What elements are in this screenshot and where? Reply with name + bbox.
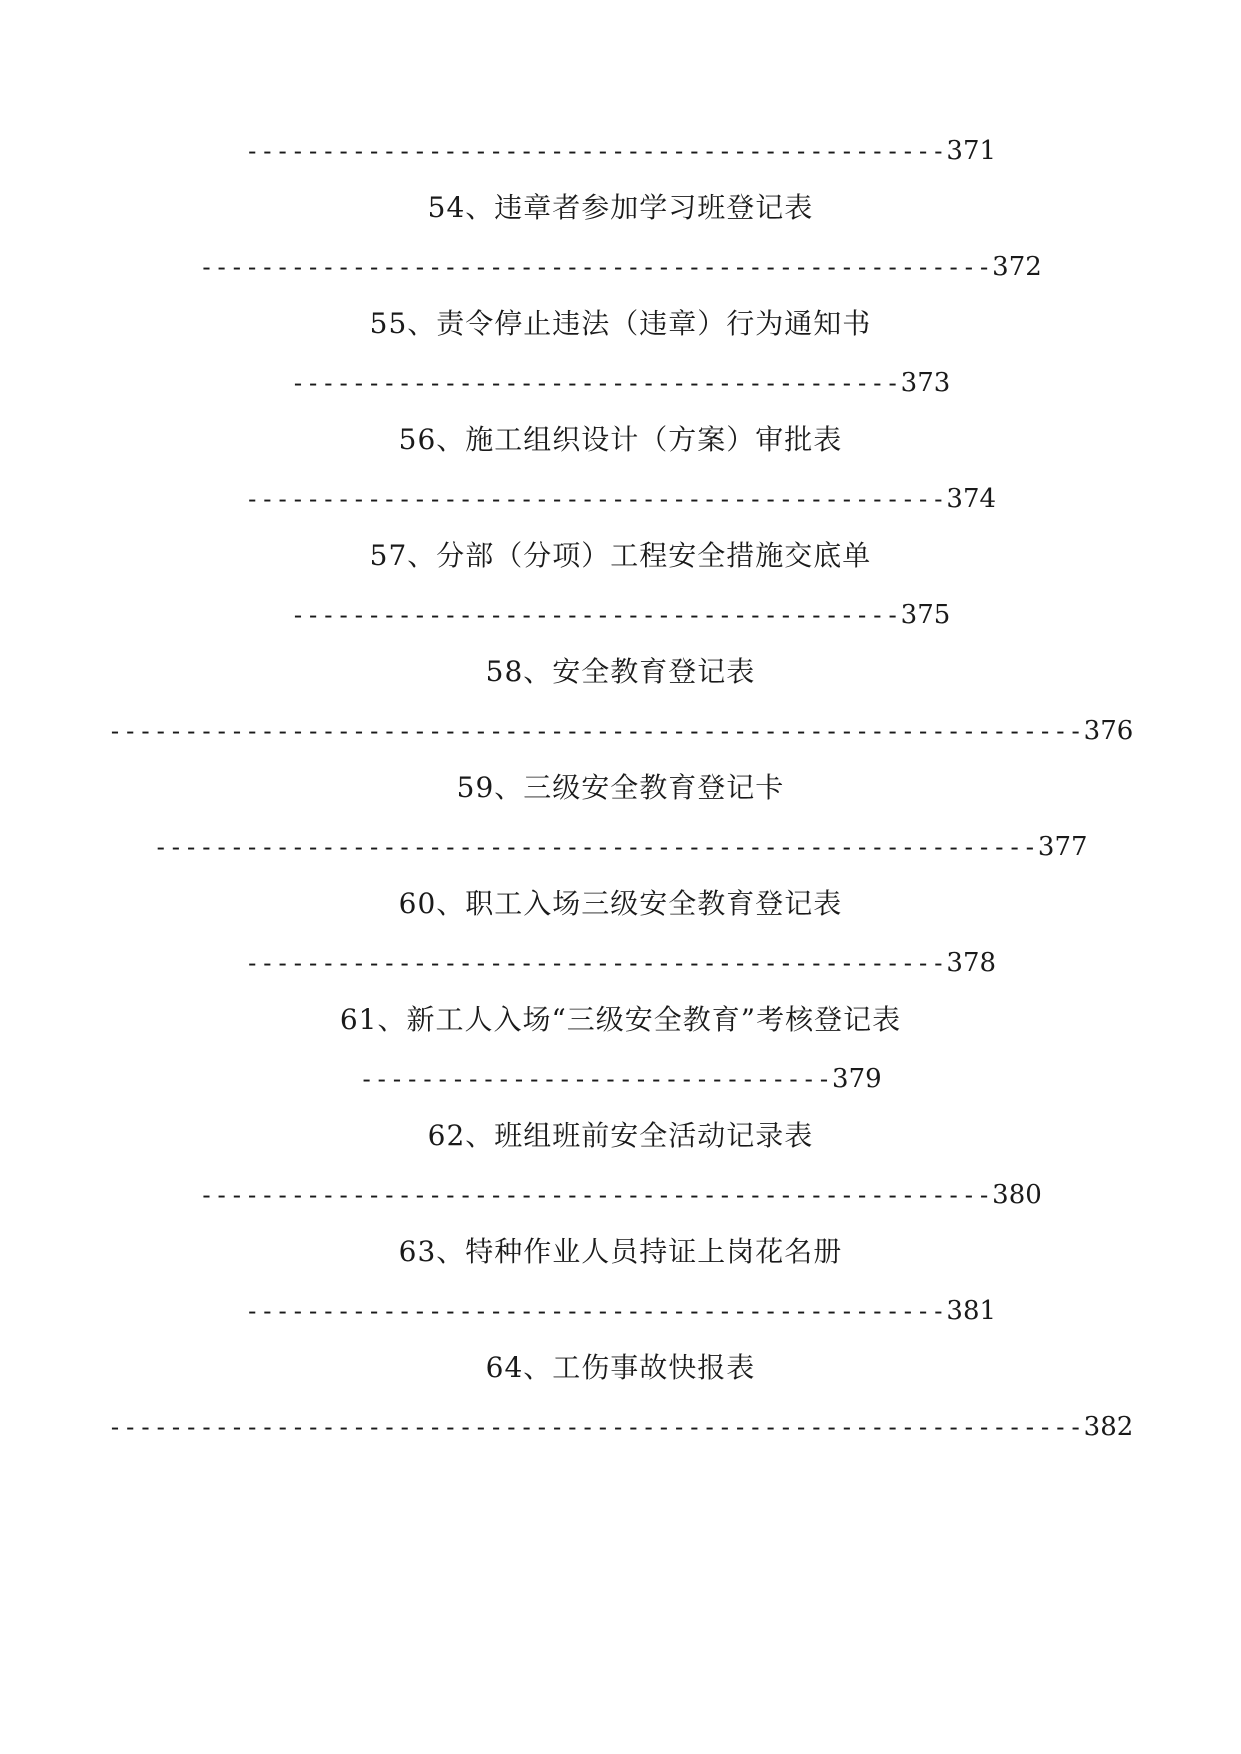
toc-leader-line — [0, 1291, 1241, 1331]
page-number: 375 — [900, 600, 951, 630]
toc-leader-line — [0, 595, 1241, 635]
page-number: 382 — [1083, 1412, 1134, 1442]
toc-leader-line — [0, 479, 1241, 519]
toc-entry-title: 63、特种作业人员持证上岗花名册 — [398, 1235, 843, 1268]
page-number: 371 — [946, 136, 997, 166]
dot-leader: ---------------------------------------------- — [244, 1297, 947, 1325]
toc-entry-title: 61、新工人入场“三级安全教育”考核登记表 — [339, 1003, 902, 1036]
toc-entry-title: 59、三级安全教育登记卡 — [456, 771, 785, 804]
dot-leader: ---------------------------------------- — [290, 601, 901, 629]
toc-leader-line — [0, 363, 1241, 403]
toc-leader-line — [0, 1059, 1241, 1099]
toc-leader-line — [0, 1407, 1241, 1447]
dot-leader: ---------------------------------------------------- — [199, 253, 993, 281]
toc-leader-line — [0, 711, 1241, 751]
toc-entry-title: 60、职工入场三级安全教育登记表 — [398, 887, 843, 920]
toc-entry-title: 55、责令停止违法（违章）行为通知书 — [369, 307, 872, 340]
toc-entry-title: 57、分部（分项）工程安全措施交底单 — [369, 539, 872, 572]
page-number: 373 — [900, 368, 951, 398]
dot-leader: ---------------------------------------------- — [244, 949, 947, 977]
page-number: 377 — [1037, 832, 1088, 862]
dot-leader: ---------------------------------------------------- — [199, 1181, 993, 1209]
toc-leader-line — [0, 827, 1241, 867]
toc-entry-title: 58、安全教育登记表 — [485, 655, 756, 688]
page-number: 380 — [992, 1180, 1042, 1210]
page-number: 376 — [1083, 716, 1134, 746]
dot-leader: ---------------------------------------------------------------- — [107, 717, 1084, 745]
toc-entry-title: 62、班组班前安全活动记录表 — [427, 1119, 814, 1152]
dot-leader: ---------------------------------------------------------------- — [107, 1413, 1084, 1441]
toc-leader-line — [0, 1175, 1241, 1215]
dot-leader: ---------------------------------------------------------- — [153, 833, 1038, 861]
page-number: 374 — [946, 484, 997, 514]
toc-entry-title: 54、违章者参加学习班登记表 — [427, 191, 814, 224]
page-number: 381 — [946, 1296, 997, 1326]
dot-leader: ---------------------------------------- — [290, 369, 901, 397]
page-number: 372 — [992, 252, 1042, 282]
toc-entry-title: 64、工伤事故快报表 — [485, 1351, 756, 1384]
dot-leader: ---------------------------------------------- — [244, 137, 947, 165]
toc-leader-line — [0, 943, 1241, 983]
toc-entry-title: 56、施工组织设计（方案）审批表 — [398, 423, 843, 456]
page-number: 378 — [946, 948, 997, 978]
toc-leader-line — [0, 131, 1241, 171]
dot-leader: ------------------------------- — [359, 1065, 833, 1093]
page-number: 379 — [832, 1064, 882, 1094]
toc-leader-line — [0, 247, 1241, 287]
dot-leader: ---------------------------------------------- — [244, 485, 947, 513]
